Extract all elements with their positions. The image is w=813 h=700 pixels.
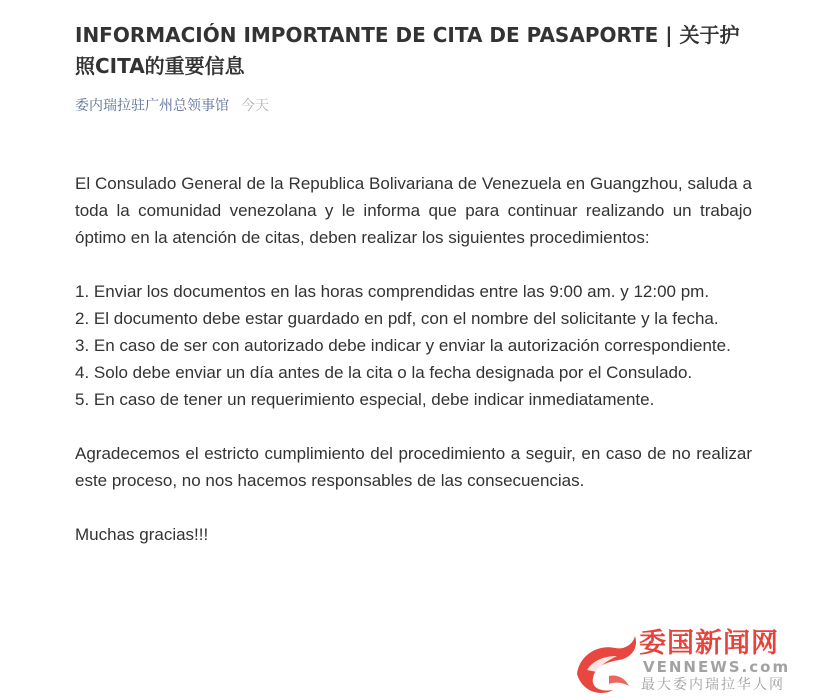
paragraph-signoff: Muchas gracias!!! [75, 525, 209, 544]
watermark-name-cn: 委国新闻网 [639, 628, 779, 659]
watermark-name-en: VENNEWS.com [643, 658, 791, 676]
paragraph-closing: Agradecemos el estricto cumplimiento del procedimiento a seguir, en caso de no realizar este proceso, no nos hacemos responsables de las consecuencias. [75, 444, 752, 490]
blank-line [75, 413, 752, 440]
list-item: 5. En caso de tener un requerimiento especial, debe indicar inmediatamente. [75, 390, 655, 409]
blank-line [75, 494, 752, 521]
blank-line [75, 251, 752, 278]
watermark-slogan: 最大委内瑞拉华人网 [641, 677, 785, 693]
watermark [569, 630, 807, 696]
publish-time: 今天 [241, 98, 269, 114]
article-meta [75, 96, 752, 116]
list-item: 1. Enviar los documentos en las horas comprendidas entre las 9:00 am. y 12:00 pm. [75, 282, 710, 301]
paragraph-intro: El Consulado General de la Republica Bolivariana de Venezuela en Guangzhou, saluda a toda la comunidad venezolana y le informa que para continuar realizando un trabajo óptimo en la atención de citas, deben realizar los siguientes procedimientos: [75, 174, 752, 247]
article [75, 20, 752, 548]
article-content [75, 170, 752, 548]
account-name-link[interactable]: 委内瑞拉驻广州总领事馆 [75, 98, 229, 114]
list-item: 4. Solo debe enviar un día antes de la cita o la fecha designada por el Consulado. [75, 363, 693, 382]
list-item: 3. En caso de ser con autorizado debe indicar y enviar la autorización correspondiente. [75, 336, 731, 355]
article-title: INFORMACIÓN IMPORTANTE DE CITA DE PASAPORTE | 关于护照CITA的重要信息 [75, 23, 740, 78]
dragon-logo-icon [569, 630, 641, 696]
list-item: 2. El documento debe estar guardado en pdf, con el nombre del solicitante y la fecha. [75, 309, 719, 328]
